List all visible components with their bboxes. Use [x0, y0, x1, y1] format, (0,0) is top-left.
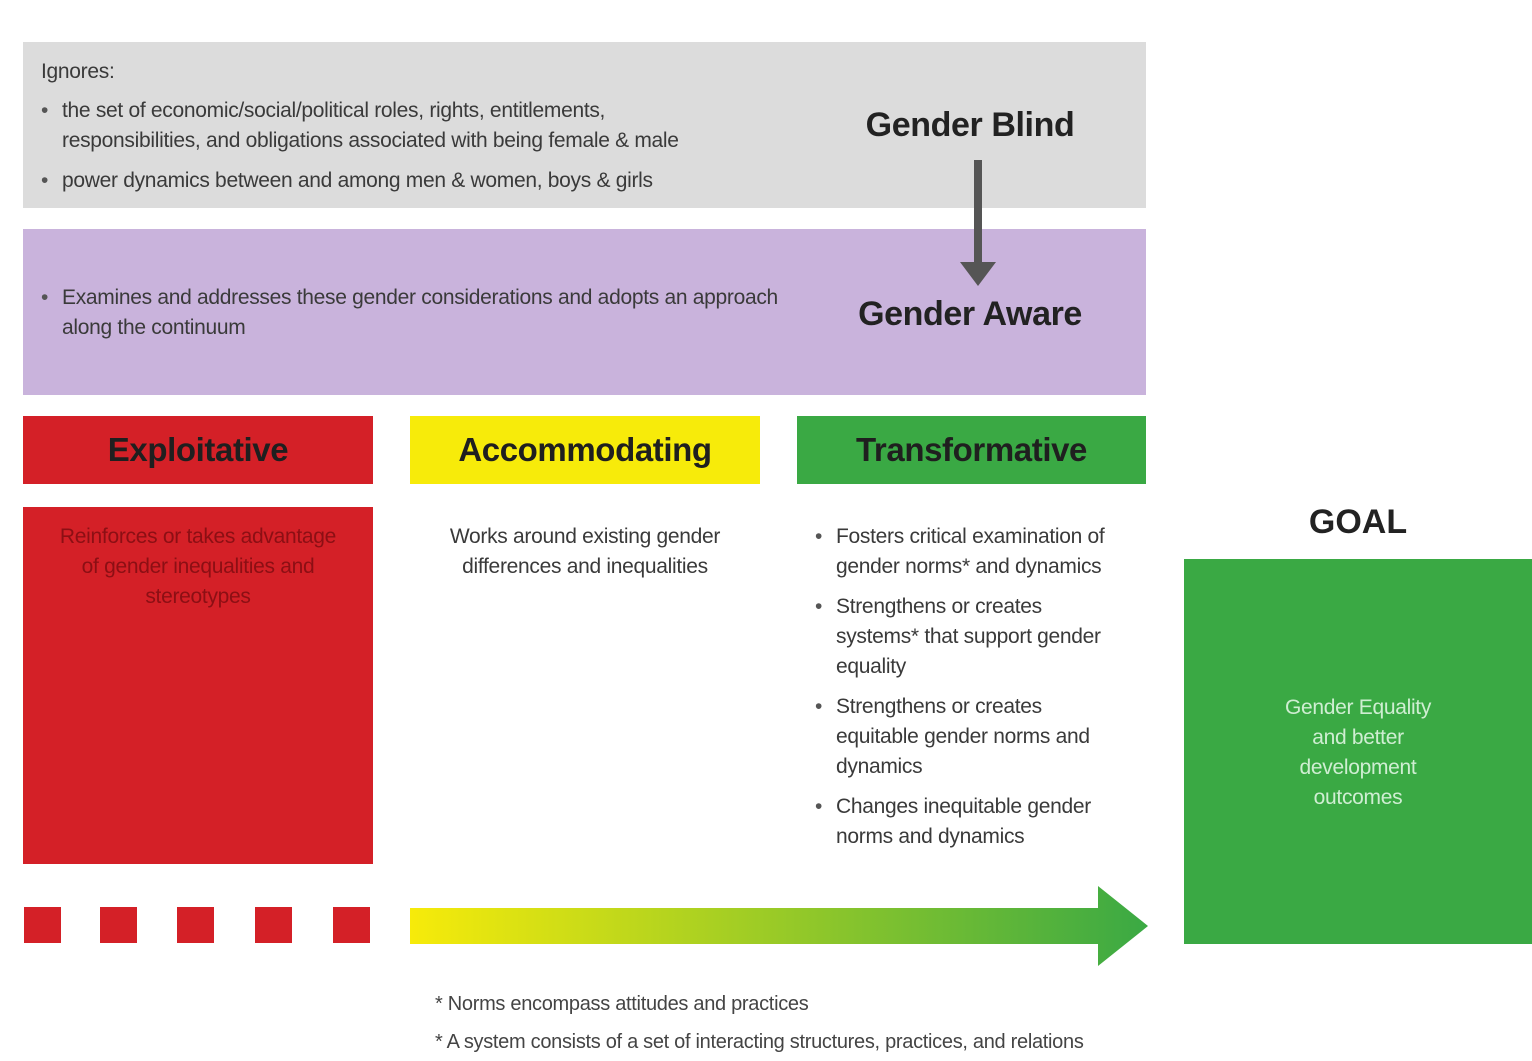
- stage-exploitative-header: Exploitative: [23, 416, 373, 484]
- gender-blind-title: Gender Blind: [865, 106, 1075, 144]
- list-item: • power dynamics between and among men & women, boys & girls: [41, 166, 741, 196]
- gender-blind-bullets: [41, 96, 741, 206]
- gender-aware-bullets: [41, 283, 831, 353]
- dash-square: [255, 907, 292, 943]
- list-item: • Strengthens or creates equitable gender norms and dynamics: [815, 692, 1125, 782]
- footnote: * Norms encompass attitudes and practices: [435, 993, 809, 1015]
- gender-aware-title: Gender Aware: [858, 295, 1082, 333]
- dash-square: [100, 907, 137, 943]
- footnotes: [435, 985, 1084, 1061]
- list-item: • Fosters critical examination of gender norms* and dynamics: [815, 522, 1125, 582]
- list-item: • the set of economic/social/political roles, rights, entitlements, responsibilities, and obligations associated with being female & male: [41, 96, 741, 156]
- list-item: • Examines and addresses these gender considerations and adopts an approach along the continuum: [41, 283, 831, 343]
- stage-accommodating-description: Works around existing gender differences and inequalities: [449, 525, 721, 578]
- stage-transformative-bullets: [815, 522, 1125, 862]
- dash-square: [24, 907, 61, 943]
- stage-accommodating-header: Accommodating: [410, 416, 760, 484]
- goal-label: GOAL: [1308, 503, 1408, 541]
- goal-text: Gender Equality and better development outcomes: [1284, 696, 1432, 809]
- stage-transformative-header: Transformative: [797, 416, 1146, 484]
- footnote: * A system consists of a set of interacting structures, practices, and relations: [435, 1031, 1084, 1053]
- down-arrow-icon: [960, 158, 996, 290]
- list-item: • Changes inequitable gender norms and dynamics: [815, 792, 1125, 852]
- gradient-arrow-icon: [408, 882, 1150, 972]
- list-item: • Strengthens or creates systems* that support gender equality: [815, 592, 1125, 682]
- dash-square: [333, 907, 370, 943]
- dash-square: [177, 907, 214, 943]
- gender-blind-intro: Ignores:: [41, 60, 115, 83]
- stage-exploitative-description: Reinforces or takes advantage of gender inequalities and stereotypes: [59, 525, 337, 608]
